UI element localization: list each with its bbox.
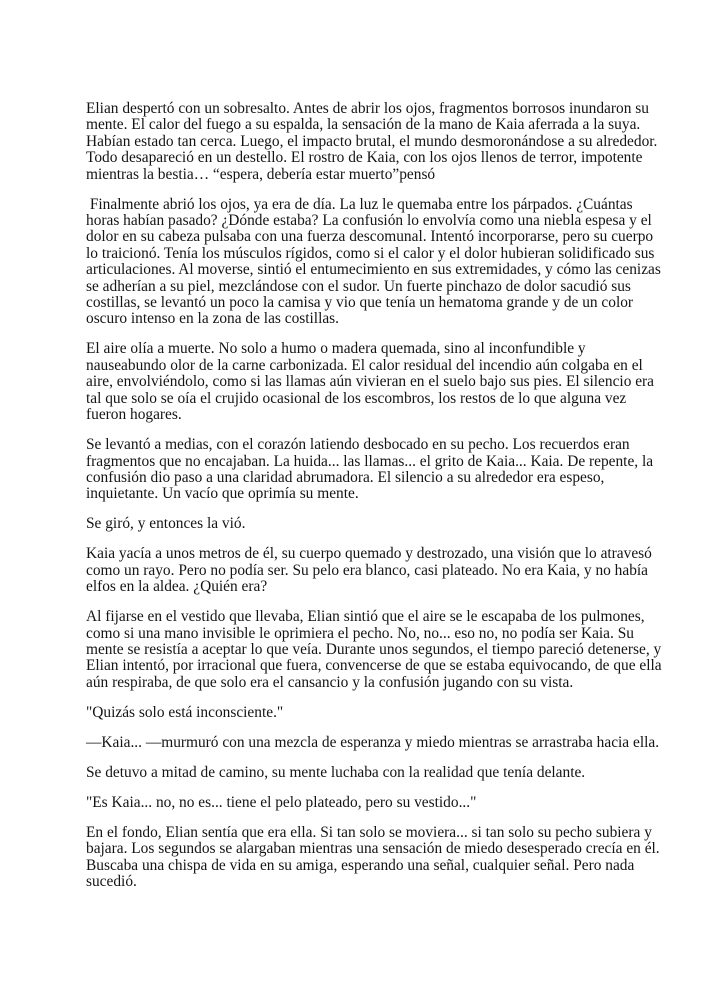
text-line: aún respiraba, de que solo era el cansancio y la confusión jugando con su vista. xyxy=(86,673,574,691)
text-line: fueron hogares. xyxy=(86,406,182,424)
paragraph xyxy=(86,341,666,423)
paragraph xyxy=(86,735,666,751)
paragraph xyxy=(86,795,666,811)
paragraph xyxy=(86,765,666,781)
text-line: —Kaia... —murmuró con una mezcla de esperanza y miedo mientras se arrastraba hacia ella. xyxy=(86,733,660,751)
text-line: dolor en su cabeza pulsaba con una fuerza descomunal. Intentó incorporarse, pero su cuerpo xyxy=(86,228,654,246)
paragraph xyxy=(86,546,666,595)
text-line: "Es Kaia... no, no es... tiene el pelo plateado, pero su vestido..." xyxy=(86,793,477,811)
text-line: Todo desapareció en un destello. El rostro de Kaia, con los ojos llenos de terror, impotente xyxy=(86,149,643,167)
text-line: Finalmente abrió los ojos, ya era de día. La luz le quemaba entre los párpados. ¿Cuántas xyxy=(86,195,633,213)
paragraph xyxy=(86,609,666,691)
paragraph xyxy=(86,437,666,503)
text-line: inquietante. Un vacío que oprimía su mente. xyxy=(86,485,359,503)
text-line: se adherían a su piel, mezclándose con el sudor. Un fuerte pinchazo de dolor sacudió sus xyxy=(86,277,631,295)
text-line: aire, envolviéndolo, como si las llamas aún vivieran en el suelo bajo sus pies. El silencio era xyxy=(86,373,655,391)
text-line: tal que solo se oía el crujido ocasional de los escombros, los restos de lo que alguna vez xyxy=(86,389,627,407)
text-line: mente. El calor del fuego a su espalda, la sensación de la mano de Kaia aferrada a la suya. xyxy=(86,116,641,134)
text-line: como un rayo. Pero no podía ser. Su pelo era blanco, casi plateado. No era Kaia, y no había xyxy=(86,561,649,579)
text-line: elfos en la aldea. ¿Quién era? xyxy=(86,578,268,596)
text-line: horas habían pasado? ¿Dónde estaba? La confusión lo envolvía como una niebla espesa y el xyxy=(86,212,652,230)
text-line: fragmentos que no encajaban. La huida... las llamas... el grito de Kaia... Kaia. De repente, la xyxy=(86,452,654,470)
text-line: El aire olía a muerte. No solo a humo o madera quemada, sino al inconfundible y xyxy=(86,340,586,358)
text-line: bajara. Los segundos se alargaban mientras una sensación de miedo desesperado crecía en él. xyxy=(86,840,660,858)
paragraph xyxy=(86,197,666,328)
paragraph xyxy=(86,705,666,721)
paragraph xyxy=(86,101,666,183)
text-line: articulaciones. Al moverse, sintió el entumecimiento en sus extremidades, y cómo las cenizas xyxy=(86,261,661,279)
text-line: Se giró, y entonces la vió. xyxy=(86,515,246,533)
text-line: lo traicionó. Tenía los músculos rígidos, como si el calor y el dolor hubieran solidificado sus xyxy=(86,244,655,262)
text-line: En el fondo, Elian sentía que era ella. Si tan solo se moviera... si tan solo su pecho subiera y xyxy=(86,823,652,841)
text-line: Elian despertó con un sobresalto. Antes de abrir los ojos, fragmentos borrosos inundaron su xyxy=(86,100,649,117)
text-line: Se levantó a medias, con el corazón latiendo desbocado en su pecho. Los recuerdos eran xyxy=(86,436,630,454)
text-line: oscuro intenso en la zona de las costillas. xyxy=(86,310,340,328)
text-line: costillas, se levantó un poco la camisa y vio que tenía un hematoma grande y de un color xyxy=(86,294,634,312)
text-line: Habían estado tan cerca. Luego, el impacto brutal, el mundo desmoronándose a su alrededor. xyxy=(86,132,658,150)
text-line: mientras la bestia… “espera, debería estar muerto”pensó xyxy=(86,165,436,183)
text-line: mente se resistía a aceptar lo que veía. Durante unos segundos, el tiempo pareció detenerse, y xyxy=(86,640,662,658)
text-line: sucedió. xyxy=(86,872,137,890)
text-line: como si una mano invisible le oprimiera el pecho. No, no... eso no, no podía ser Kaia. Su xyxy=(86,624,634,642)
text-line: Al fijarse en el vestido que llevaba, Elian sintió que el aire se le escapaba de los pulmones, xyxy=(86,608,645,626)
text-line: nauseabundo olor de la carne carbonizada. El calor residual del incendio aún colgaba en el xyxy=(86,356,643,374)
text-line: Kaia yacía a unos metros de él, su cuerpo quemado y destrozado, una visión que lo atravesó xyxy=(86,545,652,563)
text-line: Elian intentó, por irracional que fuera, convencerse de que se estaba equivocando, de que ella xyxy=(86,657,662,675)
paragraph xyxy=(86,825,666,891)
document-page xyxy=(86,101,666,904)
text-line: Buscaba una chispa de vida en su amiga, esperando una señal, cualquier señal. Pero nada xyxy=(86,856,635,874)
paragraph xyxy=(86,516,666,532)
text-line: Se detuvo a mitad de camino, su mente luchaba con la realidad que tenía delante. xyxy=(86,763,586,781)
text-line: confusión dio paso a una claridad abrumadora. El silencio a su alrededor era espeso, xyxy=(86,468,605,486)
text-line: "Quizás solo está inconsciente." xyxy=(86,703,284,721)
